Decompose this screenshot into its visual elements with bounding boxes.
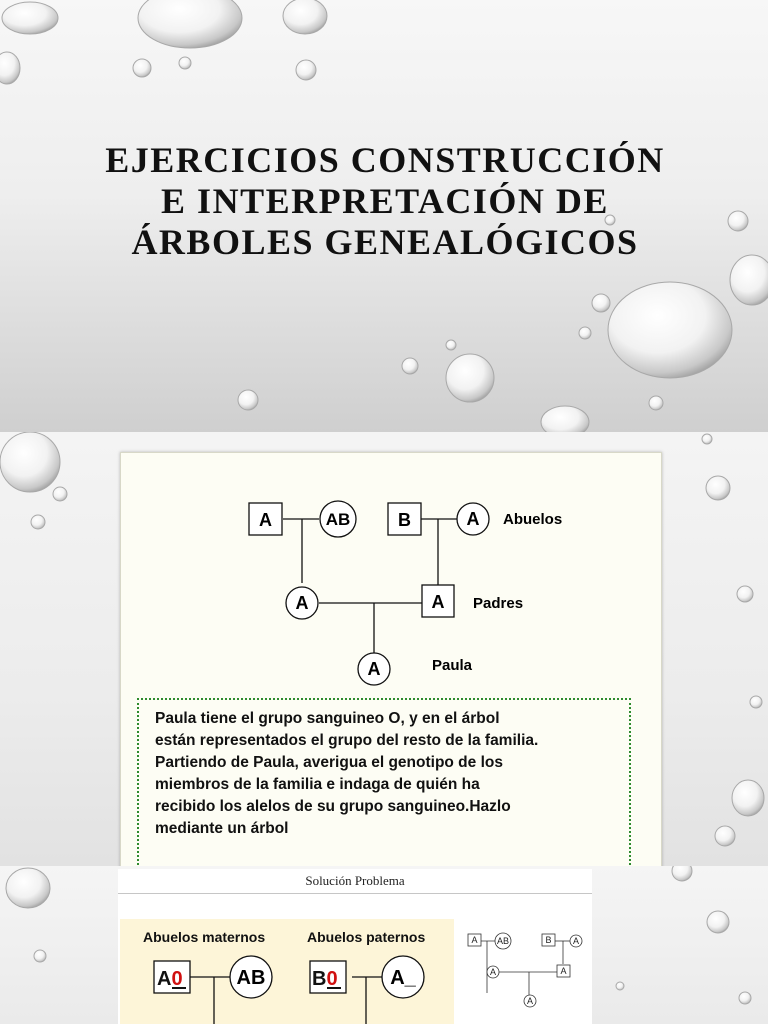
maternal-grandmother (320, 501, 356, 537)
solution-tree (120, 919, 454, 1024)
svg-text:A0 (157, 968, 183, 990)
solution-panel (118, 869, 592, 1024)
svg-text:B: B (545, 935, 552, 945)
paula-label: Paula (432, 657, 473, 674)
solution-slide (0, 866, 768, 1024)
solution-title: Solución Problema (118, 869, 592, 894)
solution-maternal-grandfather-base: A (157, 968, 172, 990)
svg-text:A: A (572, 936, 580, 946)
title-line-1: EJERCICIOS CONSTRUCCIÓN (105, 140, 665, 180)
problem-text (137, 698, 631, 866)
solution-paternal-grandmother (382, 956, 424, 998)
solution-maternal-grandmother-label: AB (236, 967, 266, 989)
child-label: A (367, 659, 381, 679)
father-label: A (431, 592, 445, 612)
solution-paternal-grandfather-base: B (312, 968, 327, 990)
title-line-3: ÁRBOLES GENEALÓGICOS (131, 222, 639, 262)
problem-line-3: Partiendo de Paula, averigua el genotipo de los (155, 754, 503, 771)
svg-text:A: A (471, 935, 478, 945)
solution-maternal-grandfather-allele: 0 (171, 968, 183, 990)
maternal-grandparents-label: Abuelos maternos (143, 929, 266, 945)
solution-paternal-grandfather-allele: 0 (326, 968, 338, 990)
problem-line-6: mediante un árbol (155, 820, 289, 837)
svg-text:B0 (312, 968, 338, 990)
mini-mother (487, 966, 499, 978)
paternal-grandfather-label: B (398, 510, 411, 530)
mini-grandmother-2 (570, 935, 582, 947)
paternal-grandmother (457, 503, 489, 535)
paternal-grandfather (388, 503, 421, 535)
child-paula (358, 653, 390, 685)
svg-text:A: A (560, 966, 567, 976)
problem-line-4: miembros de la familia e indaga de quién ha (155, 776, 480, 793)
paternal-grandparents-label: Abuelos paternos (307, 929, 426, 945)
maternal-grandfather-label: A (259, 510, 272, 530)
slide-title (90, 140, 680, 263)
mother (286, 587, 318, 619)
problem-line-1: Paula tiene el grupo sanguineo O, y en el árbol (155, 710, 500, 727)
solution-maternal-grandfather (154, 961, 190, 993)
mini-grandfather-2 (542, 934, 555, 946)
problem-line-2: están representados el grupo del resto de la familia. (155, 732, 539, 749)
father (422, 585, 454, 617)
problem-line-5: recibido los alelos de su grupo sanguineo.Hazlo (155, 798, 511, 815)
mother-label: A (295, 593, 309, 613)
problem-slide (0, 432, 768, 866)
solution-maternal-grandmother (230, 956, 272, 998)
problem-panel (120, 452, 662, 866)
paternal-grandmother-label: A (466, 509, 480, 529)
maternal-grandfather (249, 503, 282, 535)
grandparents-label: Abuelos (503, 511, 563, 528)
solution-paternal-grandmother-label: A_ (390, 967, 416, 989)
solution-paternal-grandfather (310, 961, 346, 993)
parents-label: Padres (473, 595, 524, 612)
mini-child (520, 991, 540, 1011)
mini-grandfather-1 (468, 934, 481, 946)
svg-text:A: A (526, 996, 534, 1006)
maternal-grandmother-label: AB (325, 510, 351, 529)
mini-father (557, 965, 570, 977)
solution-box (120, 919, 454, 1024)
mini-grandmother-1 (495, 933, 511, 949)
title-line-2: E INTERPRETACIÓN DE (161, 181, 609, 221)
svg-text:AB: AB (496, 936, 510, 946)
mini-pedigree (463, 889, 593, 999)
title-slide (0, 0, 768, 432)
svg-text:A: A (489, 967, 497, 977)
